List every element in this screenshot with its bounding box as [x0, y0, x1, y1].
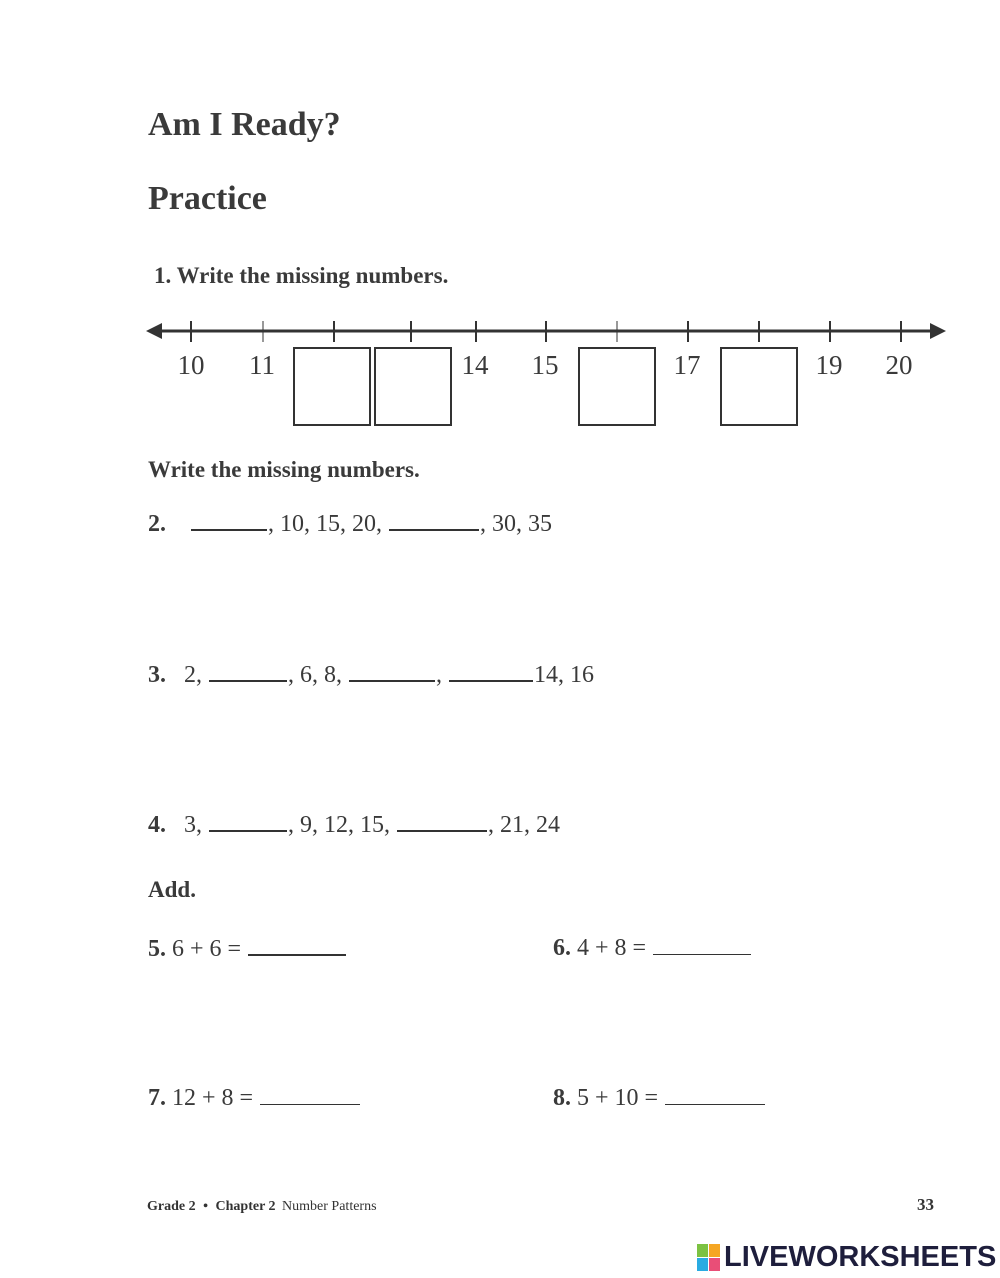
section-title: Practice — [148, 180, 267, 217]
page-number: 33 — [917, 1195, 934, 1214]
q2-blank-1[interactable] — [191, 505, 267, 531]
question-7 — [148, 1080, 361, 1112]
q2-number: 2. — [148, 511, 166, 537]
question-3 — [148, 656, 594, 689]
q1-text: Write the missing numbers. — [176, 263, 449, 288]
q5-number: 5. — [148, 936, 166, 962]
label-19: 19 — [815, 350, 843, 380]
question-2 — [148, 505, 552, 538]
question-4 — [148, 806, 560, 839]
q6-blank[interactable] — [653, 930, 751, 955]
q7-blank[interactable] — [260, 1080, 360, 1105]
q2-blank-2[interactable] — [389, 505, 479, 531]
q3-text-1: , 6, 8, — [288, 662, 348, 688]
q4-number: 4. — [148, 812, 166, 838]
label-11: 11 — [249, 350, 275, 380]
footer-chapter: Chapter 2 — [215, 1199, 276, 1214]
answer-box-12[interactable] — [293, 347, 371, 426]
q3-text-2: , — [436, 662, 448, 688]
answer-box-13[interactable] — [374, 347, 452, 426]
q4-blank-2[interactable] — [397, 806, 487, 832]
answer-box-18[interactable] — [720, 347, 798, 426]
q8-expr: 5 + 10 = — [577, 1085, 665, 1111]
q8-number: 8. — [553, 1085, 571, 1111]
question-5 — [148, 930, 347, 963]
number-line — [0, 305, 1000, 365]
q8-blank[interactable] — [665, 1080, 765, 1105]
liveworksheets-logo-icon — [697, 1244, 721, 1272]
q6-expr: 4 + 8 = — [577, 935, 653, 961]
add-heading: Add. — [148, 877, 196, 902]
label-20: 20 — [885, 350, 913, 380]
q1-instruction — [154, 263, 448, 289]
q3-text-0: 2, — [184, 662, 208, 688]
brand-text: LIVEWORKSHEETS — [724, 1241, 997, 1273]
q5-expr: 6 + 6 = — [172, 936, 248, 962]
answer-box-16[interactable] — [578, 347, 656, 426]
instruction-2: Write the missing numbers. — [148, 457, 420, 482]
question-6 — [553, 930, 752, 962]
q4-blank-1[interactable] — [209, 806, 287, 832]
label-10: 10 — [177, 350, 205, 380]
label-15: 15 — [531, 350, 559, 380]
q4-text-1: , 9, 12, 15, — [288, 812, 396, 838]
q6-number: 6. — [553, 935, 571, 961]
q3-text-3: 14, 16 — [534, 662, 594, 688]
left-arrow-icon — [146, 323, 162, 339]
question-8 — [553, 1080, 766, 1112]
label-17: 17 — [673, 350, 701, 380]
q4-text-2: , 21, 24 — [488, 812, 560, 838]
q3-blank-2[interactable] — [349, 656, 435, 682]
page-title: Am I Ready? — [148, 106, 341, 143]
footer-bullet: • — [203, 1199, 209, 1214]
q1-number: 1. — [154, 263, 172, 288]
q7-number: 7. — [148, 1085, 166, 1111]
q4-text-0: 3, — [184, 812, 208, 838]
label-14: 14 — [461, 350, 489, 380]
footer-info — [147, 1199, 377, 1215]
q2-text-1: , 10, 15, 20, — [268, 511, 388, 537]
q3-blank-1[interactable] — [209, 656, 287, 682]
footer-topic: Number Patterns — [282, 1199, 377, 1214]
q2-text-2: , 30, 35 — [480, 511, 552, 537]
footer-grade: Grade 2 — [147, 1199, 196, 1214]
right-arrow-icon — [930, 323, 946, 339]
q7-expr: 12 + 8 = — [172, 1085, 260, 1111]
q3-blank-3[interactable] — [449, 656, 533, 682]
q5-blank[interactable] — [248, 930, 346, 956]
q3-number: 3. — [148, 662, 166, 688]
